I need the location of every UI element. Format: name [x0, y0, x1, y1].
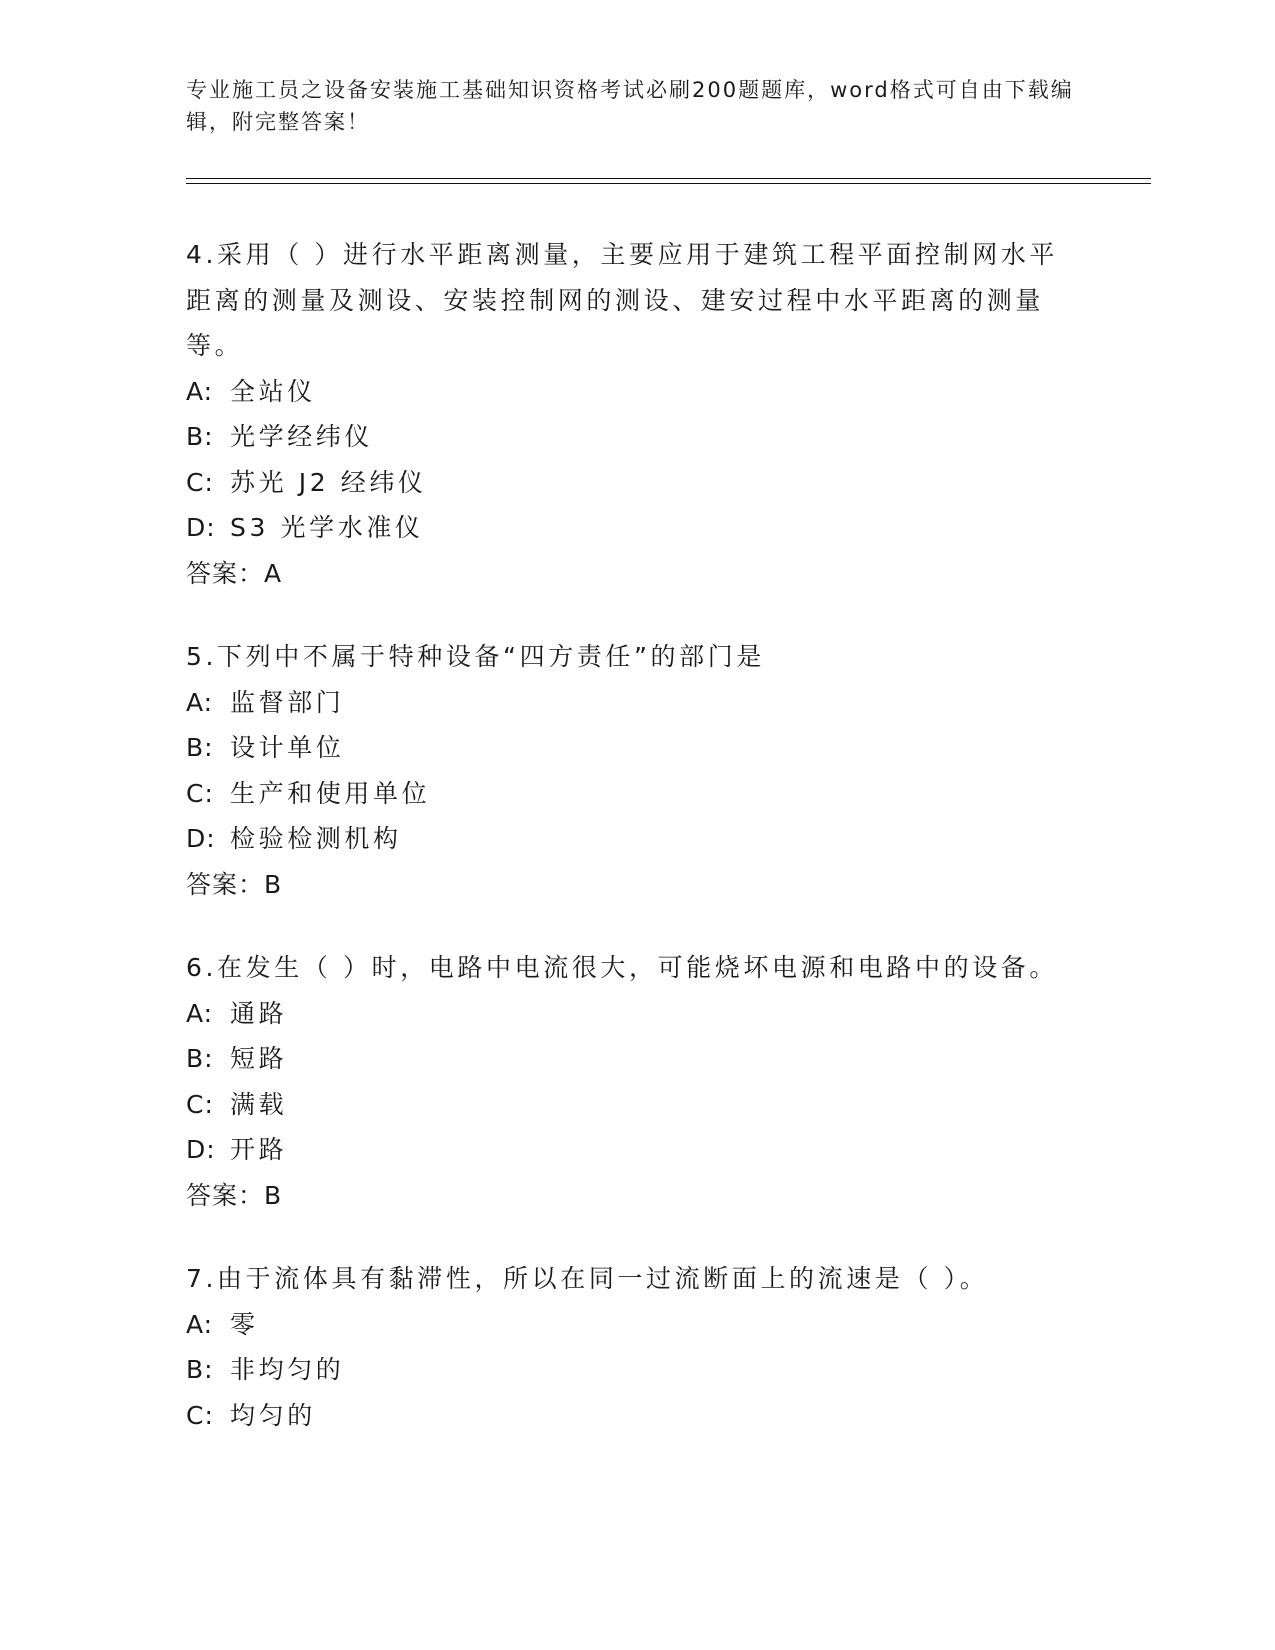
header-divider-bottom — [186, 183, 1151, 184]
option-text: 均匀的 — [230, 1400, 316, 1430]
option-text: 零 — [230, 1309, 259, 1339]
option-text: 光学经纬仪 — [230, 422, 374, 451]
header-divider-top — [186, 178, 1151, 179]
question-stem: 6.在发生（ ）时，电路中电流很大，可能烧坏电源和电路中的设备。 — [186, 953, 1059, 982]
option-a — [186, 1302, 1086, 1348]
question-stem: 4.采用（ ）进行水平距离测量，主要应用于建筑工程平面控制网水平距离的测量及测设、安装控制网的测设、建安过程中水平距离的测量等。 — [186, 240, 1059, 360]
option-key: A: — [186, 376, 214, 406]
option-text: S3 光学水准仪 — [230, 513, 424, 542]
option-key: A: — [186, 998, 214, 1028]
option-key: B: — [186, 733, 214, 762]
question-item — [186, 1256, 1086, 1438]
option-text: 非均匀的 — [230, 1355, 345, 1384]
option-text: 苏光 J2 经纬仪 — [230, 467, 427, 497]
option-a — [186, 991, 1086, 1037]
option-c — [186, 771, 1086, 817]
option-b — [186, 725, 1086, 771]
option-a — [186, 369, 1086, 415]
question-stem: 5.下列中不属于特种设备“四方责任”的部门是 — [186, 642, 765, 671]
option-key: B: — [186, 422, 214, 451]
option-b — [186, 1347, 1086, 1393]
option-key: C: — [186, 467, 214, 497]
question-item — [186, 232, 1086, 596]
option-key: C: — [186, 1400, 214, 1430]
document-header: 专业施工员之设备安装施工基础知识资格考试必刷200题题库，word格式可自由下载编辑，附完整答案！ — [186, 78, 1074, 134]
question-item — [186, 945, 1086, 1218]
option-key: C: — [186, 1089, 214, 1119]
option-key: D: — [186, 824, 216, 853]
option-text: 设计单位 — [230, 733, 345, 762]
option-text: 开路 — [230, 1135, 288, 1164]
option-d — [186, 505, 1086, 551]
option-key: B: — [186, 1044, 214, 1073]
option-text: 通路 — [230, 998, 288, 1028]
answer-line: 答案：B — [186, 869, 283, 899]
option-b — [186, 1036, 1086, 1082]
answer-line: 答案：B — [186, 1180, 283, 1210]
option-text: 生产和使用单位 — [230, 778, 431, 808]
option-text: 短路 — [230, 1044, 288, 1073]
option-c — [186, 1393, 1086, 1439]
option-a — [186, 680, 1086, 726]
option-key: D: — [186, 1135, 216, 1164]
option-text: 满载 — [230, 1089, 288, 1119]
option-text: 全站仪 — [230, 376, 316, 406]
option-b — [186, 414, 1086, 460]
option-key: B: — [186, 1355, 214, 1384]
option-d — [186, 1127, 1086, 1173]
option-key: A: — [186, 1309, 214, 1339]
option-text: 检验检测机构 — [230, 824, 402, 853]
question-list — [186, 232, 1086, 1476]
option-key: D: — [186, 513, 216, 542]
option-d — [186, 816, 1086, 862]
option-c — [186, 460, 1086, 506]
question-stem: 7.由于流体具有黏滞性，所以在同一过流断面上的流速是（ ）。 — [186, 1264, 989, 1293]
question-item — [186, 634, 1086, 907]
option-key: C: — [186, 778, 214, 808]
answer-line: 答案：A — [186, 558, 283, 588]
option-key: A: — [186, 687, 214, 717]
option-c — [186, 1082, 1086, 1128]
option-text: 监督部门 — [230, 687, 345, 717]
